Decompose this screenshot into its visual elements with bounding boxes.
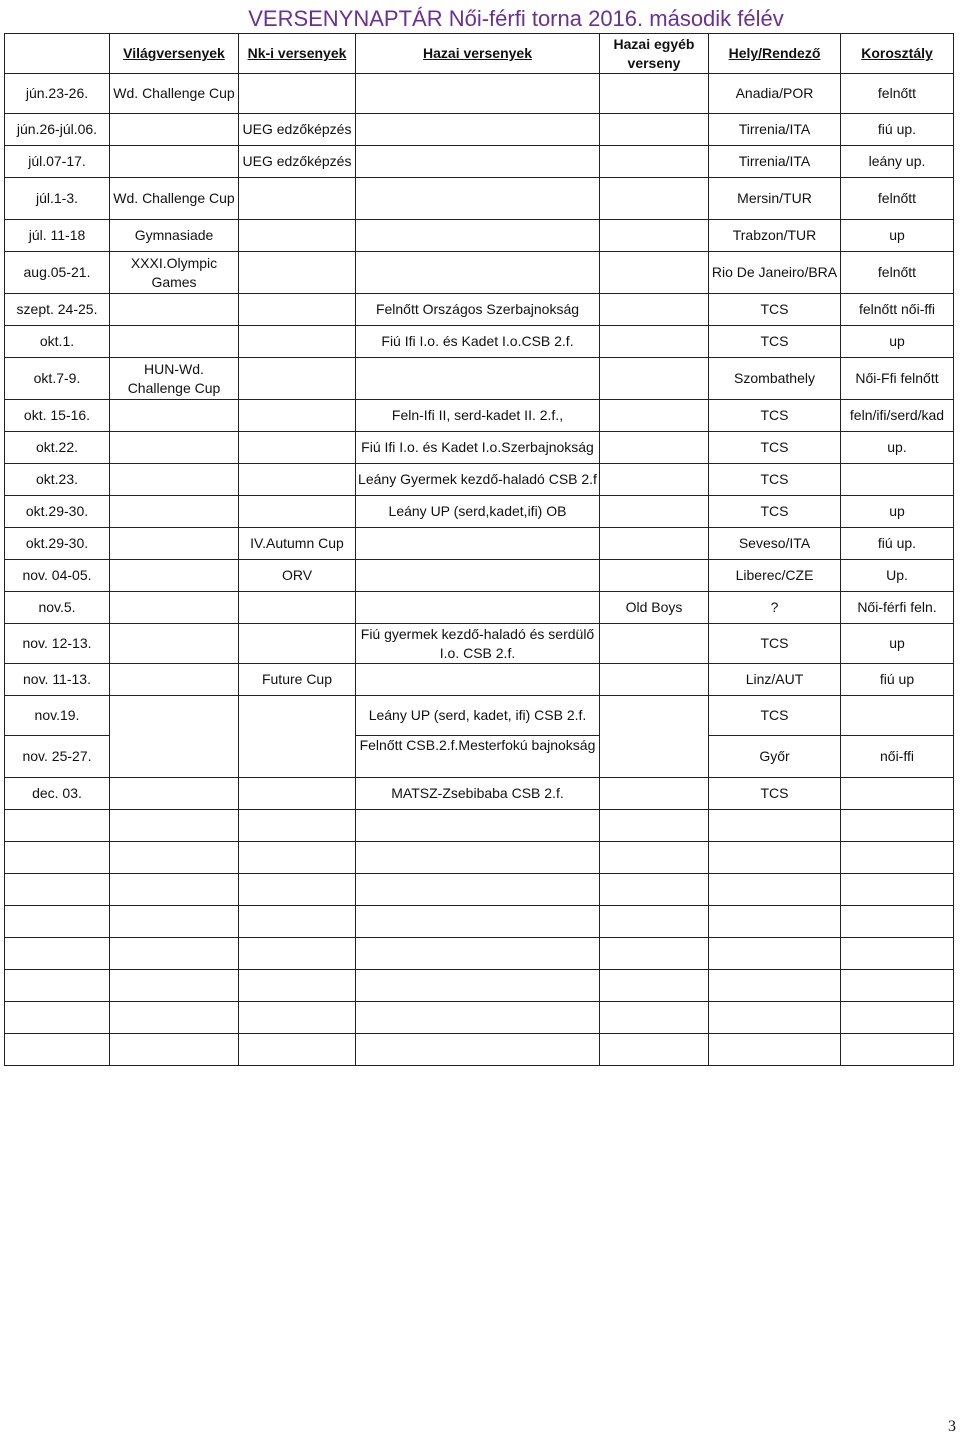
table-row (5, 400, 954, 432)
nk-cell (239, 252, 356, 294)
kor-cell: up (841, 496, 954, 528)
vilag-cell (110, 326, 239, 358)
empty-cell (841, 810, 954, 842)
nk-cell (239, 496, 356, 528)
kor-cell: női-ffi (841, 736, 954, 778)
empty-cell (5, 874, 110, 906)
empty-cell (841, 1034, 954, 1066)
nk-cell (239, 74, 356, 114)
vilag-cell (110, 400, 239, 432)
hazai-cell (356, 220, 600, 252)
hazai-cell: Felnőtt CSB.2.f.Mesterfokú bajnokság (356, 736, 600, 778)
vilag-cell (110, 464, 239, 496)
empty-cell (110, 970, 239, 1002)
header-hazai-versenyek: Hazai versenyek (356, 34, 600, 74)
nk-cell: ORV (239, 560, 356, 592)
empty-cell (5, 842, 110, 874)
date-cell: nov. 11-13. (5, 664, 110, 696)
empty-cell (110, 874, 239, 906)
hazai-cell (356, 252, 600, 294)
header-hazai-egyeb: Hazai egyéb verseny (600, 34, 709, 74)
table-row (5, 592, 954, 624)
egyeb-cell (600, 464, 709, 496)
nk-cell: UEG edzőképzés (239, 114, 356, 146)
date-cell: aug.05-21. (5, 252, 110, 294)
date-cell: jún.23-26. (5, 74, 110, 114)
vilag-cell (110, 778, 239, 810)
table-row (5, 560, 954, 592)
nk-cell: IV.Autumn Cup (239, 528, 356, 560)
vilag-cell (110, 528, 239, 560)
empty-cell (5, 938, 110, 970)
date-cell: nov. 25-27. (5, 736, 110, 778)
empty-cell (600, 1002, 709, 1034)
header-nk-versenyek: Nk-i versenyek (239, 34, 356, 74)
table-row (5, 178, 954, 220)
nk-cell (239, 400, 356, 432)
empty-cell (5, 906, 110, 938)
nk-cell (239, 326, 356, 358)
hazai-cell: Leány Gyermek kezdő-haladó CSB 2.f (356, 464, 600, 496)
date-cell: nov.19. (5, 696, 110, 736)
table-row (5, 146, 954, 178)
empty-row (5, 842, 954, 874)
egyeb-cell (600, 560, 709, 592)
egyeb-cell: Old Boys (600, 592, 709, 624)
empty-cell (600, 874, 709, 906)
hazai-cell: Felnőtt Országos Szerbajnokság (356, 294, 600, 326)
vilag-cell (110, 664, 239, 696)
empty-cell (5, 970, 110, 1002)
hely-cell: TCS (709, 294, 841, 326)
hely-cell: TCS (709, 496, 841, 528)
table-row (5, 294, 954, 326)
empty-cell (709, 842, 841, 874)
empty-cell (239, 1002, 356, 1034)
empty-cell (841, 874, 954, 906)
schedule-table (4, 33, 954, 1066)
vilag-cell (110, 592, 239, 624)
vilag-cell (110, 624, 239, 664)
empty-cell (709, 906, 841, 938)
kor-cell: fiú up (841, 664, 954, 696)
nk-cell (239, 178, 356, 220)
date-cell: szept. 24-25. (5, 294, 110, 326)
page-title: VERSENYNAPTÁR Női-férfi torna 2016. második félév (248, 6, 784, 31)
table-row (5, 778, 954, 810)
kor-cell: fiú up. (841, 528, 954, 560)
empty-cell (356, 842, 600, 874)
empty-cell (841, 906, 954, 938)
nk-cell: UEG edzőképzés (239, 146, 356, 178)
empty-cell (600, 810, 709, 842)
date-cell: okt.23. (5, 464, 110, 496)
kor-cell: up (841, 624, 954, 664)
hely-cell: TCS (709, 624, 841, 664)
hely-cell: Trabzon/TUR (709, 220, 841, 252)
empty-cell (841, 842, 954, 874)
table-row (5, 114, 954, 146)
table-row (5, 432, 954, 464)
empty-cell (356, 1002, 600, 1034)
egyeb-cell (600, 294, 709, 326)
date-cell: júl. 11-18 (5, 220, 110, 252)
vilag-cell: HUN-Wd. Challenge Cup (110, 358, 239, 400)
empty-cell (600, 1034, 709, 1066)
hely-cell: Tirrenia/ITA (709, 146, 841, 178)
hely-cell: TCS (709, 326, 841, 358)
nk-cell: Future Cup (239, 664, 356, 696)
nk-cell (239, 696, 356, 778)
egyeb-cell (600, 664, 709, 696)
empty-cell (841, 938, 954, 970)
date-cell: okt. 15-16. (5, 400, 110, 432)
header-vilagversenyek: Világversenyek (110, 34, 239, 74)
empty-cell (110, 906, 239, 938)
empty-cell (600, 938, 709, 970)
table-row (5, 326, 954, 358)
date-cell: okt.1. (5, 326, 110, 358)
hazai-cell: Fiú Ifi I.o. és Kadet I.o.CSB 2.f. (356, 326, 600, 358)
date-cell: okt.22. (5, 432, 110, 464)
hely-cell: Mersin/TUR (709, 178, 841, 220)
empty-cell (110, 842, 239, 874)
header-date (5, 34, 110, 74)
nk-cell (239, 464, 356, 496)
date-cell: dec. 03. (5, 778, 110, 810)
nk-cell (239, 358, 356, 400)
hely-cell: Seveso/ITA (709, 528, 841, 560)
page-number: 3 (948, 1418, 956, 1435)
kor-cell (841, 696, 954, 736)
date-cell: jún.26-júl.06. (5, 114, 110, 146)
hely-cell: TCS (709, 778, 841, 810)
kor-cell: fiú up. (841, 114, 954, 146)
empty-cell (239, 906, 356, 938)
date-cell: nov.5. (5, 592, 110, 624)
empty-cell (709, 970, 841, 1002)
empty-row (5, 938, 954, 970)
egyeb-cell (600, 178, 709, 220)
empty-cell (5, 810, 110, 842)
table-row (5, 696, 954, 736)
egyeb-cell (600, 696, 709, 778)
egyeb-cell (600, 252, 709, 294)
table-row (5, 664, 954, 696)
kor-cell: up (841, 326, 954, 358)
egyeb-cell (600, 528, 709, 560)
egyeb-cell (600, 146, 709, 178)
hazai-cell (356, 178, 600, 220)
hazai-cell (356, 664, 600, 696)
vilag-cell (110, 146, 239, 178)
kor-cell: Női-Ffi felnőtt (841, 358, 954, 400)
egyeb-cell (600, 778, 709, 810)
kor-cell: up. (841, 432, 954, 464)
empty-cell (239, 874, 356, 906)
empty-row (5, 970, 954, 1002)
nk-cell (239, 624, 356, 664)
hazai-cell (356, 146, 600, 178)
egyeb-cell (600, 114, 709, 146)
empty-cell (356, 874, 600, 906)
table-row (5, 464, 954, 496)
empty-cell (709, 1002, 841, 1034)
empty-cell (841, 1002, 954, 1034)
hely-cell: ? (709, 592, 841, 624)
vilag-cell (110, 432, 239, 464)
egyeb-cell (600, 326, 709, 358)
empty-cell (600, 906, 709, 938)
date-cell: okt.7-9. (5, 358, 110, 400)
table-row (5, 220, 954, 252)
kor-cell (841, 778, 954, 810)
header-korosztaly: Korosztály (841, 34, 954, 74)
hely-cell: TCS (709, 432, 841, 464)
egyeb-cell (600, 220, 709, 252)
kor-cell: felnőtt (841, 252, 954, 294)
kor-cell: felnőtt (841, 74, 954, 114)
date-cell: okt.29-30. (5, 528, 110, 560)
hely-cell: Rio De Janeiro/BRA (709, 252, 841, 294)
vilag-cell (110, 114, 239, 146)
nk-cell (239, 778, 356, 810)
hazai-cell: Fiú gyermek kezdő-haladó és serdülő I.o. CSB 2.f. (356, 624, 600, 664)
vilag-cell (110, 560, 239, 592)
hely-cell: Anadia/POR (709, 74, 841, 114)
hazai-cell (356, 560, 600, 592)
date-cell: nov. 04-05. (5, 560, 110, 592)
hazai-cell: Leány UP (serd, kadet, ifi) CSB 2.f. (356, 696, 600, 736)
empty-cell (709, 874, 841, 906)
hely-cell: Szombathely (709, 358, 841, 400)
hazai-cell: Feln-Ifi II, serd-kadet II. 2.f., (356, 400, 600, 432)
egyeb-cell (600, 74, 709, 114)
empty-cell (110, 1002, 239, 1034)
table-row (5, 496, 954, 528)
kor-cell: felnőtt (841, 178, 954, 220)
hely-cell: TCS (709, 400, 841, 432)
empty-row (5, 1034, 954, 1066)
empty-cell (356, 1034, 600, 1066)
hely-cell: TCS (709, 696, 841, 736)
empty-cell (356, 938, 600, 970)
table-row (5, 624, 954, 664)
kor-cell (841, 464, 954, 496)
empty-cell (110, 810, 239, 842)
hazai-cell: Leány UP (serd,kadet,ifi) OB (356, 496, 600, 528)
empty-cell (709, 1034, 841, 1066)
header-row (5, 34, 954, 74)
hely-cell: Linz/AUT (709, 664, 841, 696)
date-cell: nov. 12-13. (5, 624, 110, 664)
date-cell: okt.29-30. (5, 496, 110, 528)
empty-cell (5, 1034, 110, 1066)
empty-cell (709, 810, 841, 842)
egyeb-cell (600, 432, 709, 464)
hazai-cell (356, 592, 600, 624)
hazai-cell (356, 358, 600, 400)
hely-cell: Tirrenia/ITA (709, 114, 841, 146)
empty-cell (239, 938, 356, 970)
hazai-cell: MATSZ-Zsebibaba CSB 2.f. (356, 778, 600, 810)
empty-cell (5, 1002, 110, 1034)
hely-cell: Győr (709, 736, 841, 778)
egyeb-cell (600, 400, 709, 432)
empty-cell (239, 842, 356, 874)
vilag-cell: Gymnasiade (110, 220, 239, 252)
egyeb-cell (600, 496, 709, 528)
nk-cell (239, 294, 356, 326)
empty-cell (600, 842, 709, 874)
empty-cell (239, 810, 356, 842)
table-row (5, 358, 954, 400)
date-cell: júl.07-17. (5, 146, 110, 178)
empty-cell (356, 906, 600, 938)
table-row (5, 252, 954, 294)
hazai-cell (356, 74, 600, 114)
date-cell: júl.1-3. (5, 178, 110, 220)
kor-cell: feln/ifi/serd/kad (841, 400, 954, 432)
empty-cell (239, 1034, 356, 1066)
empty-cell (110, 1034, 239, 1066)
vilag-cell: Wd. Challenge Cup (110, 178, 239, 220)
empty-cell (356, 810, 600, 842)
nk-cell (239, 592, 356, 624)
hely-cell: Liberec/CZE (709, 560, 841, 592)
empty-row (5, 810, 954, 842)
header-hely: Hely/Rendező (709, 34, 841, 74)
empty-cell (110, 938, 239, 970)
vilag-cell: XXXI.Olympic Games (110, 252, 239, 294)
empty-cell (356, 970, 600, 1002)
kor-cell: Up. (841, 560, 954, 592)
empty-row (5, 1002, 954, 1034)
empty-row (5, 874, 954, 906)
nk-cell (239, 220, 356, 252)
empty-cell (841, 970, 954, 1002)
egyeb-cell (600, 358, 709, 400)
table-row (5, 74, 954, 114)
nk-cell (239, 432, 356, 464)
vilag-cell (110, 496, 239, 528)
empty-row (5, 906, 954, 938)
hazai-cell (356, 528, 600, 560)
hazai-cell (356, 114, 600, 146)
hazai-cell: Fiú Ifi I.o. és Kadet I.o.Szerbajnokság (356, 432, 600, 464)
empty-cell (600, 970, 709, 1002)
kor-cell: leány up. (841, 146, 954, 178)
vilag-cell: Wd. Challenge Cup (110, 74, 239, 114)
kor-cell: up (841, 220, 954, 252)
egyeb-cell (600, 624, 709, 664)
kor-cell: Női-férfi feln. (841, 592, 954, 624)
kor-cell: felnőtt női-ffi (841, 294, 954, 326)
table-row (5, 528, 954, 560)
empty-cell (239, 970, 356, 1002)
vilag-cell (110, 294, 239, 326)
hely-cell: TCS (709, 464, 841, 496)
vilag-cell (110, 696, 239, 778)
empty-cell (709, 938, 841, 970)
